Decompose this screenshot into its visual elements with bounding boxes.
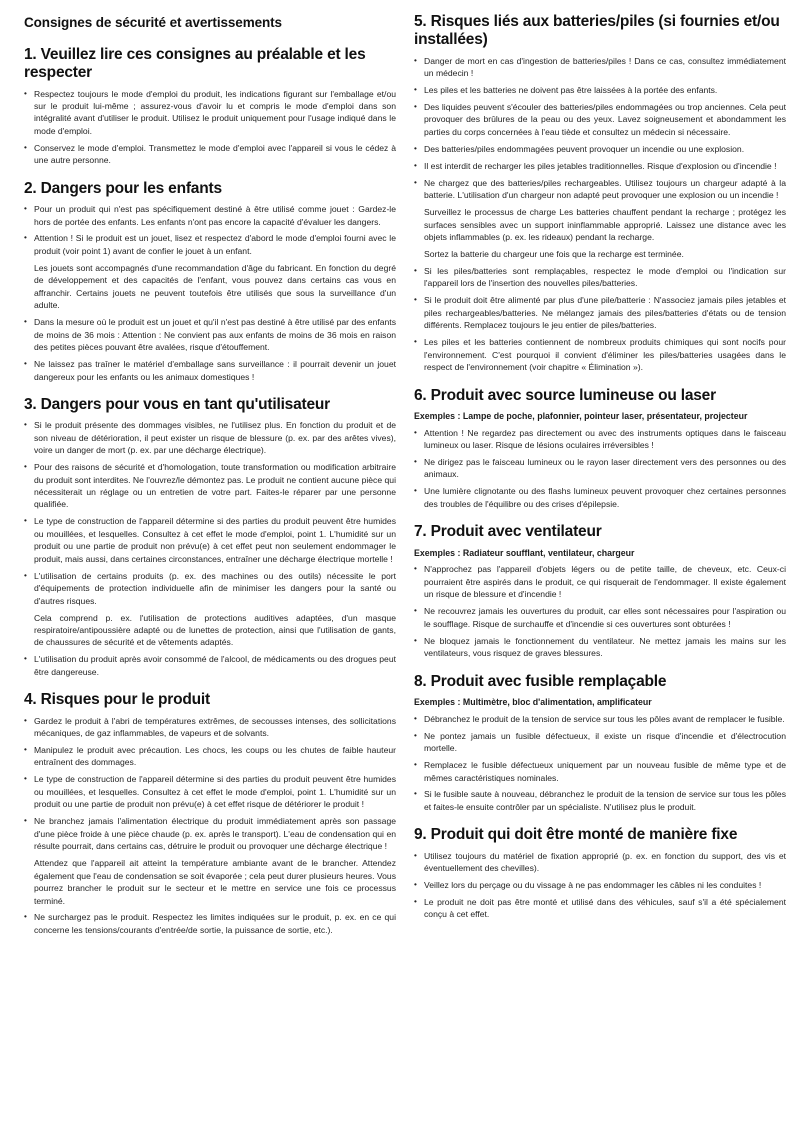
item-text: Surveillez le processus de charge Les batteries chauffent pendant la recharge ; protégez les surfaces sensibles avec un support ininflammable approprié. Laissez une distance avec les objets inflammables (p. ex. les rideaux) pendant la recharge. xyxy=(424,207,786,242)
item-text: Si le produit présente des dommages visibles, ne l'utilisez plus. En fonction du produit et de son niveau de détérioration, il peut exister un risque de blessure (p. ex. par des arêtes vives), voire un danger de mort (p. ex. par une décharge électrique). xyxy=(34,420,396,456)
bullet-icon: • xyxy=(414,337,417,347)
section-heading: 5. Risques liés aux batteries/piles (si fournies et/ou installées) xyxy=(414,13,780,49)
doc-section xyxy=(24,180,396,383)
bullet-item xyxy=(24,773,396,810)
bullet-icon: • xyxy=(24,774,27,784)
section-heading: 1. Veuillez lire ces consignes au préalable et les respecter xyxy=(24,46,366,82)
item-text: Remplacez le fusible défectueux uniquement par un nouveau fusible de même type et de mêmes caractéristiques nominales. xyxy=(424,760,786,783)
item-text: Si le produit doit être alimenté par plus d'une pile/batterie : N'associez jamais piles jetables et piles rechargeables/batteries. Ne mélangez jamais des piles/batteries d'états ou de tension différents. Remplacez toujours le jeu entier de piles/batteries. xyxy=(424,295,786,331)
bullet-icon: • xyxy=(414,880,417,890)
page-title: Consignes de sécurité et avertissements xyxy=(24,15,282,30)
bullet-icon: • xyxy=(414,143,417,153)
left-column xyxy=(24,13,396,1134)
bullet-item xyxy=(24,911,396,936)
bullet-icon: • xyxy=(24,142,27,152)
bullet-icon: • xyxy=(24,570,27,580)
bullet-item xyxy=(24,653,396,678)
bullet-item xyxy=(414,84,786,96)
bullet-icon: • xyxy=(24,317,27,327)
bullet-icon: • xyxy=(414,713,417,723)
doc-section xyxy=(414,13,786,374)
item-text: L'utilisation de certains produits (p. ex. des machines ou des outils) nécessite le port d'équipements de protection individuelle afin de minimiser les dangers pour la santé ou d'autres risques. xyxy=(34,570,396,606)
item-text: Cela comprend p. ex. l'utilisation de protections auditives adaptées, d'un masque respiratoire/antipoussière adapté ou de lunettes de protection, ainsi que l'utilisation de gants, de chaussures de sécurité et de vêtements adaptés. xyxy=(34,612,396,648)
section-heading: 6. Produit avec source lumineuse ou laser xyxy=(414,386,716,404)
item-text: Le type de construction de l'appareil détermine si des parties du produit peuvent être humides ou mouillées, et lesquelles. Consultez à cet effet le mode d'emploi, point 1. L'humidité sur un produit ou une partie de produit non prévu(e) à cet effet peut non seulement endommager le produit, mais aussi, dans certaines circonstances, entraîner une décharge électrique mortelle ! xyxy=(34,516,396,564)
bullet-item xyxy=(414,563,786,600)
section-heading: 4. Risques pour le produit xyxy=(24,691,210,709)
item-text: Manipulez le produit avec précaution. Les chocs, les coups ou les chutes de faible hauteur entraînent des dommages. xyxy=(34,745,396,768)
bullet-item xyxy=(414,427,786,452)
item-text: Veillez lors du perçage ou du vissage à ne pas endommager les câbles ni les conduites ! xyxy=(424,880,762,891)
doc-section xyxy=(24,46,396,167)
bullet-icon: • xyxy=(414,486,417,496)
bullet-item xyxy=(414,485,786,510)
bullet-item xyxy=(414,456,786,481)
item-text: Le produit ne doit pas être monté et utilisé dans des véhicules, sauf s'il a été spécialement conçu à cet effet. xyxy=(424,897,786,920)
bullet-icon: • xyxy=(414,850,417,860)
bullet-icon: • xyxy=(24,233,27,243)
item-text: Pour des raisons de sécurité et d'homologation, toute transformation ou modification arbitraire du produit sont interdites. Ne l'ouvrez/le démontez pas. Le produit ne contient aucune pièce qui nécessiterait un réglage ou un entretien de votre part. Faites-le réparer par une personne qualifiée. xyxy=(34,462,396,510)
item-text: Ne bloquez jamais le fonctionnement du ventilateur. Ne mettez jamais les mains sur les ventilateurs, vous risquez de graves blessures. xyxy=(424,635,786,659)
doc-section xyxy=(414,673,786,814)
continuation-paragraph xyxy=(24,857,396,907)
section-heading: 3. Dangers pour vous en tant qu'utilisateur xyxy=(24,395,330,413)
item-text: Si le fusible saute à nouveau, débranchez le produit de la tension de service sur tous les pôles et faites-le ensuite contrôler par un spécialiste. N'utilisez plus le produit. xyxy=(424,789,786,812)
doc-section xyxy=(24,396,396,678)
continuation-paragraph xyxy=(24,612,396,649)
bullet-item xyxy=(24,515,396,565)
item-text: Des batteries/piles endommagées peuvent provoquer un incendie ou une explosion. xyxy=(424,143,745,154)
item-text: Ne dirigez pas le faisceau lumineux ou le rayon laser directement vers des personnes ou des animaux. xyxy=(424,457,786,480)
bullet-item xyxy=(24,358,396,383)
item-text: Ne pontez jamais un fusible défectueux, il existe un risque d'incendie et d'électrocution mortelle. xyxy=(424,730,786,754)
bullet-item xyxy=(414,101,786,138)
bullet-icon: • xyxy=(24,359,27,369)
bullet-icon: • xyxy=(414,760,417,770)
bullet-item xyxy=(414,55,786,80)
item-text: Conservez le mode d'emploi. Transmettez le mode d'emploi avec l'appareil si vous le cédez à une autre personne. xyxy=(34,142,396,166)
bullet-item xyxy=(24,203,396,228)
bullet-icon: • xyxy=(414,265,417,275)
item-text: Une lumière clignotante ou des flashs lumineux peuvent provoquer chez certaines personnes des troubles de l'équilibre ou des crises d'épilepsie. xyxy=(424,486,786,509)
bullet-item xyxy=(24,142,396,167)
doc-section xyxy=(414,826,786,921)
examples-line: Exemples : Multimètre, bloc d'alimentation, amplificateur xyxy=(414,696,652,707)
doc-section xyxy=(414,523,786,659)
bullet-item xyxy=(414,336,786,373)
bullet-icon: • xyxy=(414,564,417,574)
bullet-item xyxy=(414,713,786,725)
bullet-item xyxy=(24,744,396,769)
item-text: N'approchez pas l'appareil d'objets légers ou de petite taille, de cheveux, etc. Ceux-ci pourraient être aspirés dans le produit, ce qui risquerait de l'endommager. Il existe également un risque de blessure et d'incendie ! xyxy=(424,564,786,600)
bullet-icon: • xyxy=(414,730,417,740)
item-text: Attention ! Si le produit est un jouet, lisez et respectez d'abord le mode d'emploi fourni avec le produit (voir point 1) avant de confier le jouet à un enfant. xyxy=(34,233,396,256)
bullet-item xyxy=(24,419,396,456)
bullet-item xyxy=(414,635,786,660)
item-text: Ne laissez pas traîner le matériel d'emballage sans surveillance : il pourrait devenir un jouet dangereux pour les enfants ou les animaux domestiques ! xyxy=(34,359,396,382)
bullet-item xyxy=(24,715,396,740)
examples-line: Exemples : Radiateur soufflant, ventilateur, chargeur xyxy=(414,547,635,558)
bullet-icon: • xyxy=(24,516,27,526)
bullet-icon: • xyxy=(24,816,27,826)
doc-section xyxy=(414,387,786,511)
bullet-item xyxy=(414,788,786,813)
bullet-icon: • xyxy=(24,745,27,755)
right-column xyxy=(414,13,786,1134)
item-text: Danger de mort en cas d'ingestion de batteries/piles ! Dans ce cas, consultez immédiatement un médecin ! xyxy=(424,55,786,79)
bullet-item xyxy=(414,879,786,891)
continuation-paragraph xyxy=(414,206,786,243)
doc-section xyxy=(24,691,396,936)
bullet-icon: • xyxy=(24,462,27,472)
item-text: Ne surchargez pas le produit. Respectez les limites indiquées sur le produit, p. ex. en ce qui concerne les tensions/courants d'entrée/de sortie, la puissance de sortie, etc.). xyxy=(34,912,396,935)
item-text: Attention ! Ne regardez pas directement ou avec des instruments optiques dans le faisceau lumineux ou laser. Risque de lésions oculaires irréversibles ! xyxy=(424,427,786,451)
bullet-item xyxy=(414,265,786,290)
bullet-item xyxy=(414,850,786,875)
section-heading: 9. Produit qui doit être monté de manière fixe xyxy=(414,826,738,844)
bullet-icon: • xyxy=(414,295,417,305)
continuation-paragraph xyxy=(414,248,786,260)
item-text: Sortez la batterie du chargeur une fois que la recharge est terminée. xyxy=(424,248,684,259)
bullet-icon: • xyxy=(414,789,417,799)
item-text: Attendez que l'appareil ait atteint la température ambiante avant de le brancher. Attendez également que l'eau de condensation se soit évaporée ; cela peut durer plusieurs heures. Vous pourrez brancher le produit sur le secteur et le mettre en service une fois ce processus terminé. xyxy=(34,858,396,906)
item-text: Ne recouvrez jamais les ouvertures du produit, car elles sont nécessaires pour l'aspiration ou le soufflage. Risque de surchauffe et d'incendie si ces ouvertures sont obturées ! xyxy=(424,606,786,629)
left-sections-container xyxy=(24,46,396,936)
bullet-icon: • xyxy=(414,84,417,94)
bullet-item xyxy=(414,759,786,784)
bullet-icon: • xyxy=(414,101,417,111)
bullet-icon: • xyxy=(24,88,27,98)
item-text: Dans la mesure où le produit est un jouet et qu'il n'est pas destiné à être utilisé par des enfants de moins de 36 mois : Attention : Ne convient pas aux enfants de moins de 36 mois en raison des petites pièces pouvant être avalées, risque d'étouffement. xyxy=(34,317,396,353)
item-text: Des liquides peuvent s'écouler des batteries/piles endommagées ou trop anciennes. Cela peut provoquer des brûlures de la peau ou des yeux. Lavez soigneusement et abondamment les parties du corps concernées à l'eau tiède et consultez un médecin si nécessaire. xyxy=(424,101,786,137)
bullet-item xyxy=(414,730,786,755)
bullet-icon: • xyxy=(24,204,27,214)
bullet-icon: • xyxy=(414,55,417,65)
item-text: Ne chargez que des batteries/piles rechargeables. Utilisez toujours un chargeur adapté à la batterie. L'utilisation d'un chargeur non adapté peut provoquer une explosion ou un incendie ! xyxy=(424,177,786,201)
bullet-item xyxy=(414,896,786,921)
continuation-paragraph xyxy=(24,262,396,312)
bullet-item xyxy=(24,461,396,511)
bullet-item xyxy=(414,605,786,630)
item-text: Les jouets sont accompagnés d'une recommandation d'âge du fabricant. En fonction du degré de développement et des capacités de l'enfant, vous pouvez dans certains cas vous en affranchir. Certains jouets ne peuvent toutefois être utilisés que sous la surveillance d'un adulte. xyxy=(34,262,396,311)
item-text: Respectez toujours le mode d'emploi du produit, les indications figurant sur l'emballage et/ou sur le produit lui-même ; assurez-vous d'avoir lu et compris le mode d'emploi dans son intégralité avant d'utiliser le produit. Utilisez le produit uniquement pour l'usage indiqué dans le mode d'emploi. xyxy=(34,88,396,136)
bullet-icon: • xyxy=(24,654,27,664)
bullet-icon: • xyxy=(414,457,417,467)
examples-line: Exemples : Lampe de poche, plafonnier, pointeur laser, présentateur, projecteur xyxy=(414,410,748,421)
bullet-icon: • xyxy=(414,635,417,645)
item-text: Utilisez toujours du matériel de fixation approprié (p. ex. en fonction du support, des vis et éventuellement des chevilles). xyxy=(424,850,786,874)
item-text: Les piles et les batteries contiennent de nombreux produits chimiques qui sont nocifs pour l'environnement. C'est pourquoi il convient d'éliminer les piles/batteries usagées dans le respect de l'environnement (voir chapitre « Élimination »). xyxy=(424,337,786,373)
section-heading: 7. Produit avec ventilateur xyxy=(414,523,602,541)
bullet-item xyxy=(24,570,396,607)
item-text: Gardez le produit à l'abri de températures extrêmes, de secousses intenses, des sollicitations mécaniques, de gaz inflammables, de vapeurs et de solvants. xyxy=(34,715,396,739)
item-text: L'utilisation du produit après avoir consommé de l'alcool, de médicaments ou des drogues peut être dangereuse. xyxy=(34,654,396,677)
item-text: Si les piles/batteries sont remplaçables, respectez le mode d'emploi ou l'indication sur l'appareil lors de l'insertion des nouvelles piles/batteries. xyxy=(424,265,786,289)
bullet-item xyxy=(24,316,396,353)
bullet-icon: • xyxy=(24,420,27,430)
bullet-icon: • xyxy=(414,427,417,437)
section-heading: 8. Produit avec fusible remplaçable xyxy=(414,672,667,690)
bullet-icon: • xyxy=(414,177,417,187)
bullet-icon: • xyxy=(414,897,417,907)
bullet-item xyxy=(414,160,786,172)
bullet-item xyxy=(414,294,786,331)
item-text: Débranchez le produit de la tension de service sur tous les pôles avant de remplacer le fusible. xyxy=(424,713,785,724)
item-text: Ne branchez jamais l'alimentation électrique du produit immédiatement après son passage d'une pièce froide à une pièce chaude (p. ex. après le transport). L'eau de condensation qui en résulte pourrait, dans certains cas, détruire le produit ou provoquer une décharge électrique ! xyxy=(34,816,396,852)
section-heading: 2. Dangers pour les enfants xyxy=(24,179,222,197)
bullet-item xyxy=(414,177,786,202)
bullet-item xyxy=(24,815,396,852)
bullet-item xyxy=(24,232,396,257)
bullet-icon: • xyxy=(414,606,417,616)
bullet-icon: • xyxy=(414,160,417,170)
item-text: Le type de construction de l'appareil détermine si des parties du produit peuvent être humides ou mouillées, et lesquelles. Consultez à cet effet le mode d'emploi, point 1. L'humidité sur un produit ou une partie de produit non prévu(e) à cet effet risque de détériorer le produit ! xyxy=(34,774,396,810)
bullet-item xyxy=(414,143,786,155)
item-text: Il est interdit de recharger les piles jetables traditionnelles. Risque d'explosion ou d'incendie ! xyxy=(424,160,777,171)
right-sections-container xyxy=(414,13,786,921)
item-text: Pour un produit qui n'est pas spécifiquement destiné à être utilisé comme jouet : Gardez-le hors de portée des enfants. Les enfants n'ont pas encore la capacité d'évaluer les dangers. xyxy=(34,204,396,227)
bullet-icon: • xyxy=(24,715,27,725)
bullet-item xyxy=(24,88,396,138)
item-text: Les piles et les batteries ne doivent pas être laissées à la portée des enfants. xyxy=(424,84,718,95)
bullet-icon: • xyxy=(24,912,27,922)
